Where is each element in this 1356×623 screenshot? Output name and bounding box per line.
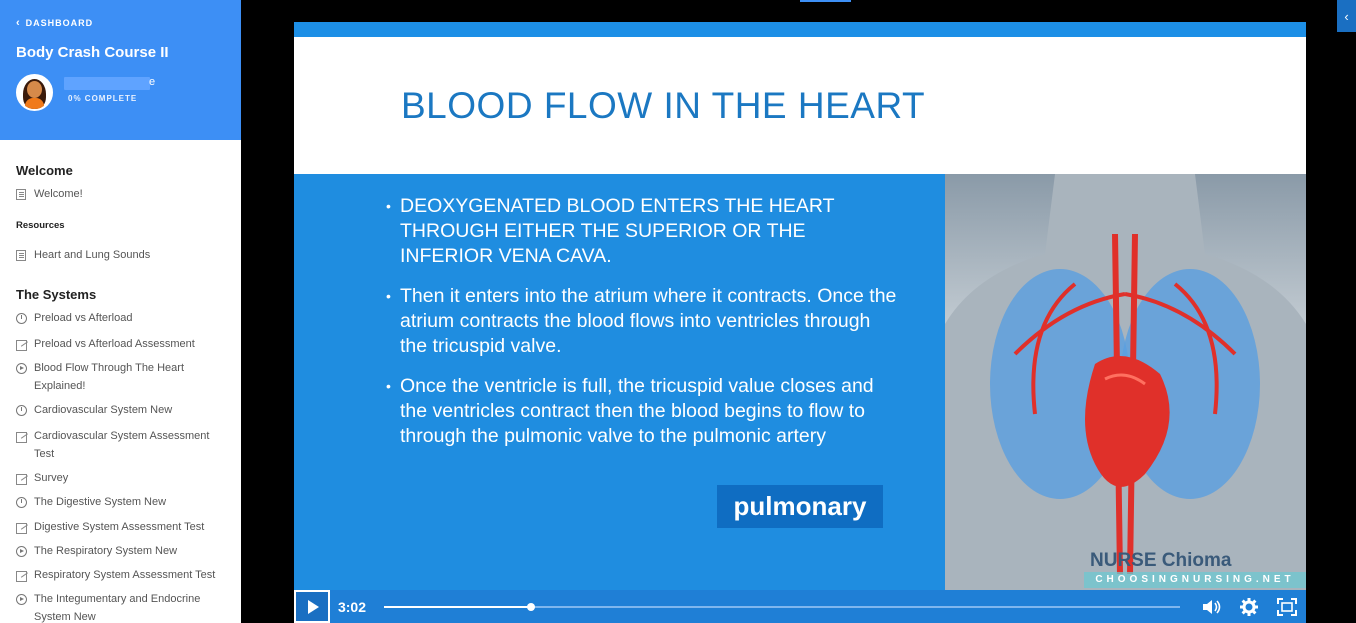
player-controls — [294, 590, 1306, 623]
section-title-resources: Resources — [16, 220, 65, 231]
chevron-left-icon: ‹ — [16, 16, 21, 29]
play-circle-icon — [16, 594, 27, 605]
quiz-icon — [16, 570, 27, 581]
lesson-item[interactable] — [16, 401, 226, 419]
slide-bullet-text: Once the ventricle is full, the tricuspid value closes and the ventricles contract then the blood begins to flow to through the pulmonic valve to the pulmonic artery — [400, 375, 874, 447]
expand-panel-button[interactable] — [1337, 0, 1356, 32]
seek-bar-fill — [384, 606, 531, 608]
slide-bullet: • DEOXYGENATED BLOOD ENTERS THE HEART THROUGH EITHER THE SUPERIOR OR THE INFERIOR VENA CAVA. — [386, 195, 835, 267]
lesson-label: Preload vs Afterload — [34, 312, 133, 324]
document-icon — [16, 189, 26, 200]
lesson-label: The Respiratory System New — [34, 545, 178, 557]
dashboard-link-label: DASHBOARD — [25, 18, 94, 28]
lesson-item[interactable] — [16, 542, 226, 560]
lesson-label: Preload vs Afterload Assessment — [34, 338, 195, 350]
volume-icon[interactable] — [1192, 590, 1230, 623]
lesson-item[interactable] — [16, 359, 226, 395]
lesson-label: Cardiovascular System Assessment Test — [34, 430, 210, 460]
lesson-label: Digestive System Assessment Test — [34, 521, 205, 533]
lesson-label: Welcome! — [34, 188, 83, 200]
lesson-label: Respiratory System Assessment Test — [34, 569, 216, 581]
slide-bullet-text: DEOXYGENATED BLOOD ENTERS THE HEART THROUGH EITHER THE SUPERIOR OR THE INFERIOR VENA CAVA. — [400, 195, 835, 267]
lesson-item[interactable] — [16, 518, 226, 536]
fullscreen-icon[interactable] — [1268, 590, 1306, 623]
quiz-icon — [16, 339, 27, 350]
lesson-item[interactable] — [16, 427, 226, 463]
video-top-tab — [800, 0, 851, 2]
quiz-icon — [16, 522, 27, 533]
slide-bullet: • Once the ventricle is full, the tricuspid value closes and the ventricles contract then the blood begins to flow to through the pulmonic valve to the pulmonic artery — [386, 375, 874, 447]
lesson-label: Cardiovascular System New — [34, 404, 173, 416]
lesson-label: Blood Flow Through The Heart Explained! — [34, 362, 185, 392]
lesson-item[interactable] — [16, 493, 226, 511]
play-circle-icon — [16, 363, 27, 374]
slide-top-stripe — [294, 22, 1306, 37]
slide-text-panel — [294, 174, 945, 594]
avatar[interactable] — [16, 74, 53, 111]
quiz-icon — [16, 473, 27, 484]
play-circle-icon — [16, 546, 27, 557]
highlight-label: pulmonary — [717, 485, 883, 528]
watermark-logo: NURSE Chioma — [1090, 550, 1232, 571]
settings-gear-icon[interactable] — [1230, 590, 1268, 623]
play-button[interactable] — [294, 590, 330, 623]
lesson-item[interactable] — [16, 246, 226, 264]
chevron-left-icon: ‹ — [1344, 8, 1349, 24]
seek-bar[interactable] — [384, 606, 1180, 608]
lesson-item[interactable] — [16, 590, 226, 623]
user-name-redacted — [64, 77, 150, 90]
document-icon — [16, 250, 26, 261]
avatar-face — [27, 81, 42, 98]
slide-title: BLOOD FLOW IN THE HEART — [401, 85, 926, 126]
lesson-label: The Integumentary and Endocrine System New — [34, 593, 201, 623]
watermark-url: CHOOSINGNURSING.NET — [1084, 572, 1306, 588]
torso-illustration — [945, 174, 1306, 594]
section-title-systems: The Systems — [16, 287, 97, 302]
heart-anatomy-image — [945, 174, 1306, 594]
lesson-item[interactable] — [16, 185, 226, 203]
course-title: Body Crash Course II — [16, 44, 169, 61]
lesson-item[interactable] — [16, 335, 226, 353]
avatar-body — [25, 98, 44, 111]
quiz-icon — [16, 431, 27, 442]
lesson-item[interactable] — [16, 309, 226, 327]
clock-icon — [16, 405, 27, 416]
sidebar-header — [0, 0, 241, 140]
user-name-tail: e — [149, 76, 156, 88]
dashboard-link[interactable] — [16, 18, 93, 28]
lesson-label: Survey — [34, 472, 69, 484]
video-frame[interactable] — [294, 22, 1306, 623]
lesson-label: The Digestive System New — [34, 496, 167, 508]
slide-bullet-text: Then it enters into the atrium where it contracts. Once the atrium contracts the blood flows into ventricles through the tricuspid valve. — [400, 285, 897, 357]
clock-icon — [16, 313, 27, 324]
slide-bullet: • Then it enters into the atrium where it contracts. Once the atrium contracts the blood flows into ventricles through the tricuspid valve. — [386, 285, 897, 357]
section-title-welcome: Welcome — [16, 163, 73, 178]
seek-handle[interactable] — [527, 603, 535, 611]
lesson-label: Heart and Lung Sounds — [34, 249, 151, 261]
course-progress: 0% COMPLETE — [68, 94, 138, 103]
course-sidebar — [0, 0, 241, 623]
lesson-item[interactable] — [16, 469, 226, 487]
clock-icon — [16, 497, 27, 508]
lesson-item[interactable] — [16, 566, 226, 584]
playback-time: 3:02 — [337, 598, 366, 615]
